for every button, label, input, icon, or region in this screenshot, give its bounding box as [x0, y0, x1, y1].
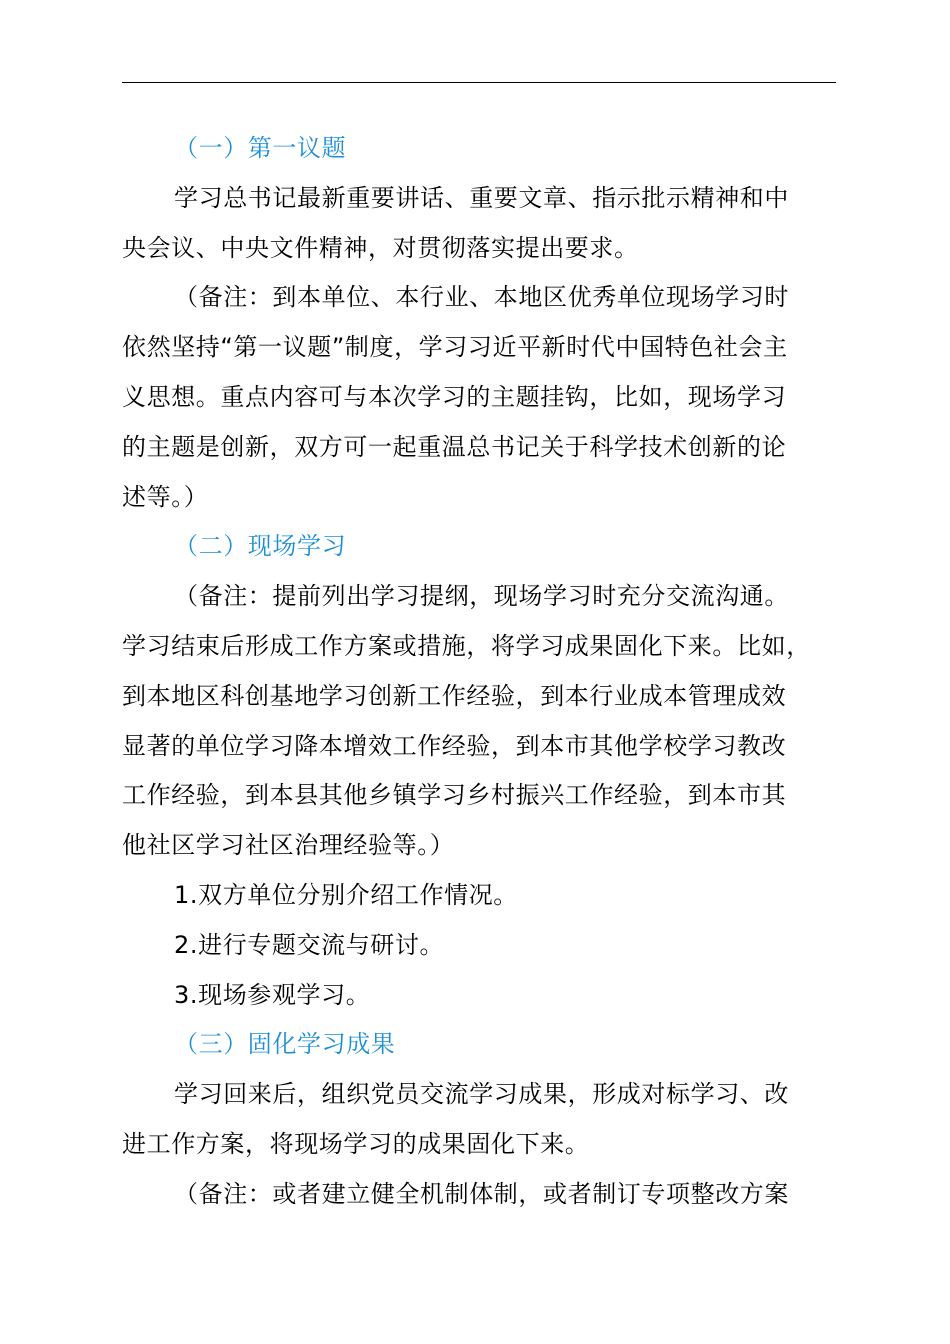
note-line: 学习结束后形成工作方案或措施，将学习成果固化下来。比如， — [122, 631, 811, 660]
document-body — [122, 124, 836, 1220]
paragraph-line: 学习回来后，组织党员交流学习成果，形成对标学习、改 — [174, 1080, 789, 1109]
note-line: 到本地区科创基地学习创新工作经验，到本行业成本管理成效 — [122, 681, 787, 710]
note-line: 述等。） — [122, 482, 209, 511]
section-heading-2: （二）现场学习 — [174, 532, 347, 561]
note-line: 义思想。重点内容可与本次学习的主题挂钩，比如，现场学习 — [122, 382, 787, 411]
list-item: 2.进行专题交流与研讨。 — [174, 930, 445, 959]
note-line: 工作经验，到本县其他乡镇学习乡村振兴工作经验，到本市其 — [122, 781, 787, 810]
paragraph-line: 进工作方案，将现场学习的成果固化下来。 — [122, 1129, 590, 1158]
note-line: （备注：或者建立健全机制体制，或者制订专项整改方案 — [174, 1179, 789, 1208]
note-line: （备注：到本单位、本行业、本地区优秀单位现场学习时 — [174, 283, 789, 312]
list-item: 3.现场参观学习。 — [174, 980, 371, 1009]
paragraph-line: 央会议、中央文件精神，对贯彻落实提出要求。 — [122, 233, 639, 262]
paragraph-line: 学习总书记最新重要讲话、重要文章、指示批示精神和中 — [174, 183, 789, 212]
note-line: 依然坚持“第一议题”制度，学习习近平新时代中国特色社会主 — [122, 333, 788, 362]
section-heading-3: （三）固化学习成果 — [174, 1030, 396, 1059]
note-line: 他社区学习社区治理经验等。） — [122, 831, 455, 860]
note-line: 的主题是创新，双方可一起重温总书记关于科学技术创新的论 — [122, 432, 787, 461]
note-line: 显著的单位学习降本增效工作经验，到本市其他学校学习教改 — [122, 731, 787, 760]
list-item: 1.双方单位分别介绍工作情况。 — [174, 880, 518, 909]
note-line: （备注：提前列出学习提纲，现场学习时充分交流沟通。 — [174, 582, 789, 611]
section-heading-1: （一）第一议题 — [174, 134, 347, 162]
header-rule — [122, 82, 836, 83]
